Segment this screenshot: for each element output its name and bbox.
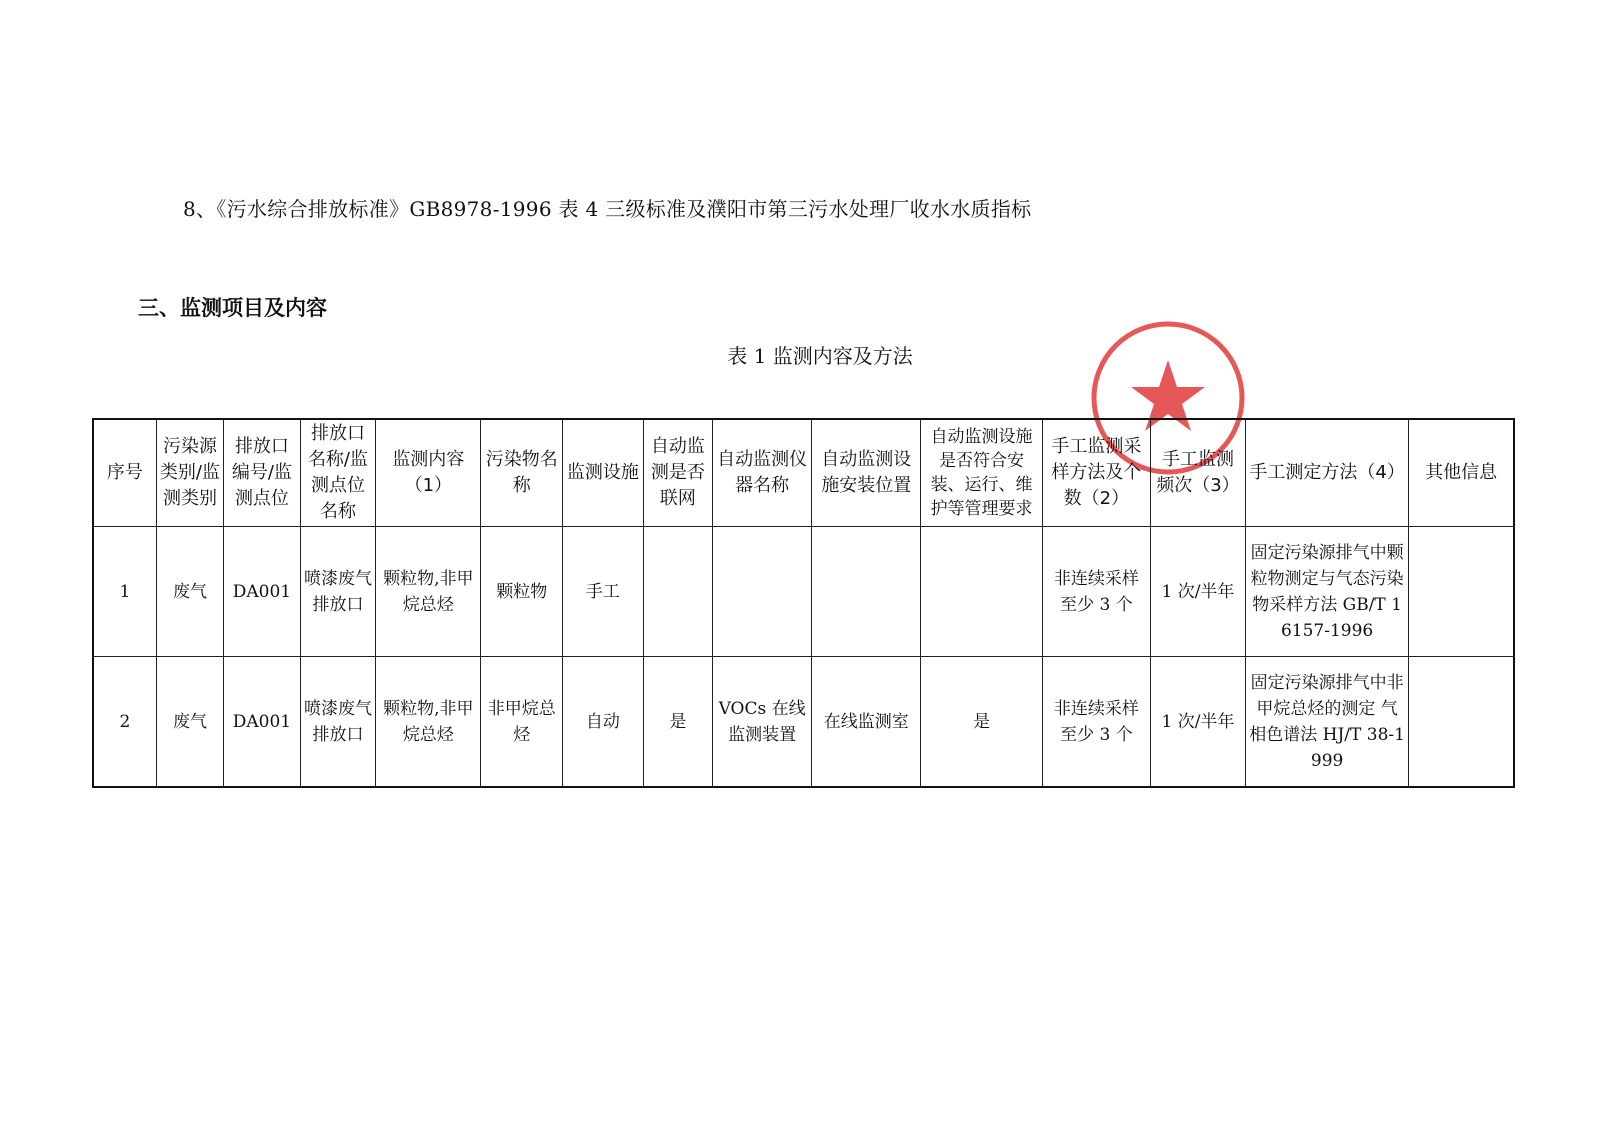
header-cell: 手工监测频次（3）: [1151, 419, 1246, 527]
header-cell: 污染源类别/监测类别: [156, 419, 223, 527]
cell-other-info: [1409, 657, 1514, 788]
cell-test-method: 固定污染源排气中非甲烷总烃的测定 气相色谱法 HJ/T 38-1999: [1245, 657, 1408, 788]
cell-facility: 手工: [563, 527, 644, 657]
cell-frequency: 1 次/半年: [1151, 657, 1246, 788]
cell-outlet-name: 喷漆废气排放口: [300, 527, 376, 657]
cell-test-method: 固定污染源排气中颗粒物测定与气态污染物采样方法 GB/T 16157-1996: [1245, 527, 1408, 657]
cell-sampling-method: 非连续采样 至少 3 个: [1042, 527, 1150, 657]
section-title: 三、监测项目及内容: [138, 296, 327, 320]
cell-compliance: 是: [921, 657, 1042, 788]
table-caption: 表 1 监测内容及方法: [727, 344, 913, 368]
cell-other-info: [1409, 527, 1514, 657]
standard-reference-line: 8、《污水综合排放标准》GB8978-1996 表 4 三级标准及濮阳市第三污水处理厂收水水质指标: [183, 197, 1032, 221]
header-cell: 手工测定方法（4）: [1245, 419, 1408, 527]
cell-instrument: VOCs 在线监测装置: [713, 657, 812, 788]
header-cell: 序号: [93, 419, 156, 527]
header-cell: 排放口名称/监测点位名称: [300, 419, 376, 527]
cell-frequency: 1 次/半年: [1151, 527, 1246, 657]
cell-sampling-method: 非连续采样 至少 3 个: [1042, 657, 1150, 788]
cell-content: 颗粒物,非甲烷总烃: [376, 527, 481, 657]
header-cell: 监测设施: [563, 419, 644, 527]
cell-content: 颗粒物,非甲烷总烃: [376, 657, 481, 788]
table-row: [93, 657, 1514, 788]
header-cell: 自动监测设施是否符合安装、运行、维护等管理要求: [921, 419, 1042, 527]
cell-pollutant: 颗粒物: [481, 527, 563, 657]
header-cell: 排放口编号/监测点位: [224, 419, 301, 527]
cell-outlet-code: DA001: [224, 527, 301, 657]
cell-pollutant: 非甲烷总烃: [481, 657, 563, 788]
header-cell: 手工监测采样方法及个数（2）: [1042, 419, 1150, 527]
cell-networked: 是: [643, 657, 712, 788]
cell-category: 废气: [156, 527, 223, 657]
header-cell: 自动监测仪器名称: [713, 419, 812, 527]
cell-instrument: [713, 527, 812, 657]
table-header-row: [93, 419, 1514, 527]
cell-install-location: [812, 527, 921, 657]
header-cell: 其他信息: [1409, 419, 1514, 527]
cell-install-location: 在线监测室: [812, 657, 921, 788]
cell-compliance: [921, 527, 1042, 657]
cell-networked: [643, 527, 712, 657]
cell-outlet-code: DA001: [224, 657, 301, 788]
header-cell: 自动监测是否联网: [643, 419, 712, 527]
header-cell: 监测内容（1）: [376, 419, 481, 527]
cell-facility: 自动: [563, 657, 644, 788]
monitoring-table: [92, 418, 1515, 788]
cell-outlet-name: 喷漆废气排放口: [300, 657, 376, 788]
header-cell: 污染物名称: [481, 419, 563, 527]
header-cell: 自动监测设施安装位置: [812, 419, 921, 527]
table-row: [93, 527, 1514, 657]
cell-serial: 1: [93, 527, 156, 657]
cell-serial: 2: [93, 657, 156, 788]
cell-category: 废气: [156, 657, 223, 788]
